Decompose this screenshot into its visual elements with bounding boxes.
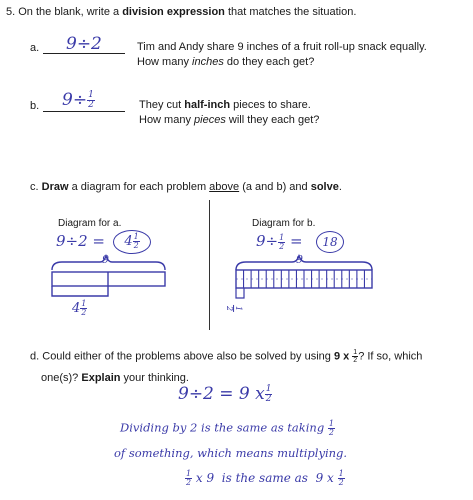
- part-d-line1: d. Could either of the problems above also be solved by using 9 x $\frac{1}{2}$ ? If so, which: [30, 349, 423, 364]
- handwritten-line1: Dividing by 2 is the same as taking $\frac{1}{2}$: [120, 419, 334, 437]
- part-a-label: a.: [30, 42, 40, 54]
- part-b-line1: They cut half-inch pieces to share.: [139, 99, 311, 111]
- handwritten-equation: 9÷2 = 9 x $\frac{1}{2}$: [178, 384, 272, 404]
- prompt-bold: division expression: [122, 6, 225, 18]
- prompt-pre: On the blank, write a: [18, 6, 123, 18]
- handwritten-line2: of something, which means multiplying.: [114, 446, 348, 460]
- diagram-b-side-fraction: 1 2: [225, 305, 244, 312]
- part-d-line2: one(s)? Explain your thinking.: [41, 372, 189, 384]
- diagram-a-title: Diagram for a.: [58, 218, 122, 229]
- diagram-a-brace-label: 9: [102, 253, 109, 266]
- prompt-post: that matches the situation.: [224, 6, 357, 18]
- diagram-b-answer-circle: 18: [316, 231, 344, 253]
- part-a-line1: Tim and Andy share 9 inches of a fruit roll-up snack equally.: [137, 41, 427, 53]
- handwritten-line3: $\frac{1}{2}$ x 9 is the same as 9 x $\frac{1}{2}$: [186, 469, 344, 487]
- part-b-line2: How many pieces will they each get?: [139, 114, 320, 126]
- diagram-b-brace-label: 9: [296, 253, 303, 266]
- diagram-b-title: Diagram for b.: [252, 218, 316, 229]
- diagram-b-equation: 9÷ $\frac{1}{2}$ =: [256, 232, 303, 251]
- diagram-a-equation: 9÷2 =: [56, 232, 105, 250]
- part-c-prompt: c. Draw a diagram for each problem above (a and b) and solve.: [30, 181, 342, 193]
- part-b-answer: 9÷ $\frac{1}{2}$: [62, 90, 94, 110]
- part-a-answer: 9÷2: [66, 34, 102, 54]
- part-b-label: b.: [30, 100, 40, 112]
- diagram-b-piece-bracket: [236, 288, 244, 298]
- diagram-b-brace: [236, 256, 372, 270]
- part-a-line2: How many inches do they each get?: [137, 56, 315, 68]
- diagram-a-result: 4 $\frac{1}{2}$: [72, 299, 87, 317]
- question-number: 5.: [6, 6, 16, 18]
- diagram-a-answer-circle: 4 $\frac{1}{2}$: [113, 230, 151, 254]
